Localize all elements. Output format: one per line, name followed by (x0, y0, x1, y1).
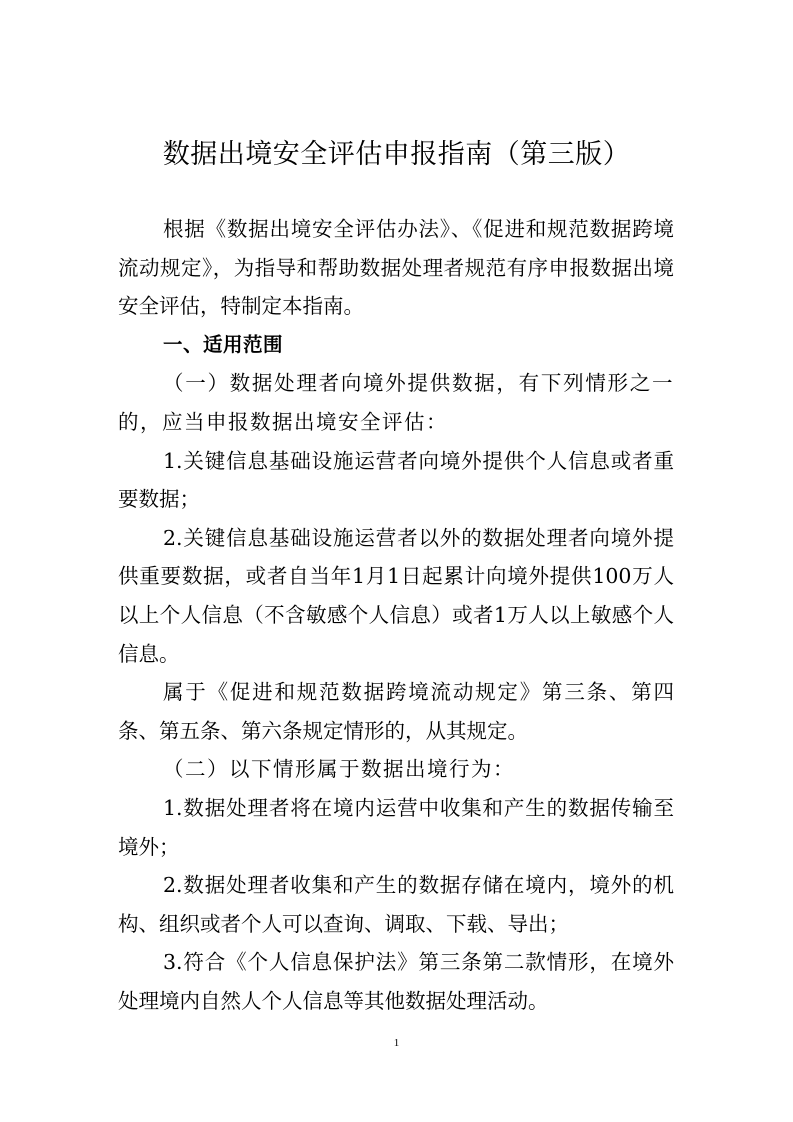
paragraph-subsection-one: （一）数据处理者向境外提供数据，有下列情形之一的，应当申报数据出境安全评估： (118, 371, 674, 434)
page-number: 1 (393, 1037, 400, 1049)
document-body (118, 210, 674, 1020)
section-heading-scope: 一、适用范围 (163, 332, 284, 356)
paragraph-subsection-two: （二）以下情形属于数据出境行为： (163, 757, 515, 782)
paragraph-item-2: 2.关键信息基础设施运营者以外的数据处理者向境外提供重要数据，或者自当年1月1日起累计向境外提供100万人以上个人信息（不含敏感个人信息）或者1万人以上敏感个人信息。 (118, 525, 674, 666)
paragraph-item-1: 1.关键信息基础设施运营者向境外提供个人信息或者重要数据； (118, 448, 674, 512)
intro-paragraph: 根据《数据出境安全评估办法》、《促进和规范数据跨境流动规定》，为指导和帮助数据处理者规范有序申报数据出境安全评估，特制定本指南。 (118, 217, 674, 319)
paragraph-outbound-item-3: 3.符合《个人信息保护法》第三条第二款情形，在境外处理境内自然人个人信息等其他数据处理活动。 (118, 950, 674, 1013)
document-title: 数据出境安全评估申报指南（第三版） (162, 139, 631, 170)
paragraph-regulation-note: 属于《促进和规范数据跨境流动规定》第三条、第四条、第五条、第六条规定情形的，从其规定。 (118, 680, 674, 743)
paragraph-outbound-item-1: 1.数据处理者将在境内运营中收集和产生的数据传输至境外； (118, 795, 674, 859)
paragraph-outbound-item-2: 2.数据处理者收集和产生的数据存储在境内，境外的机构、组织或者个人可以查询、调取、下载、导出； (118, 873, 674, 936)
